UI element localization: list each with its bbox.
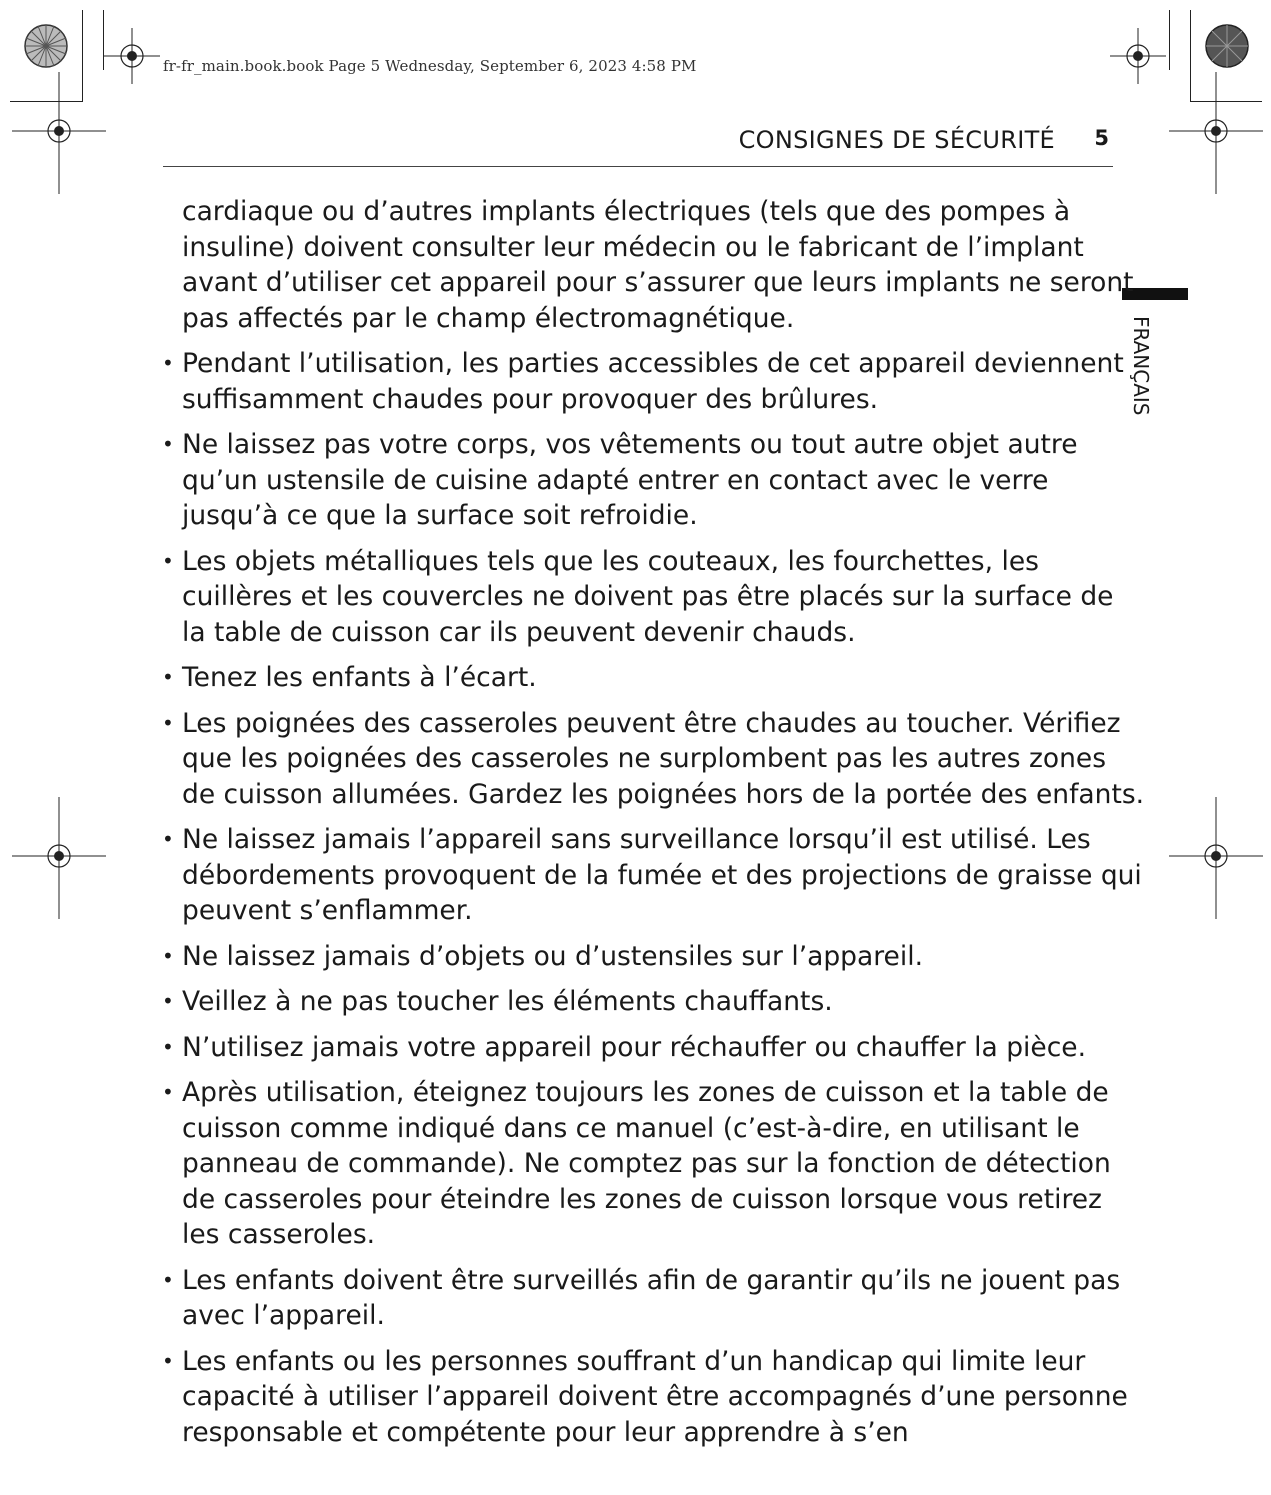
list-item: • Veillez à ne pas toucher les éléments chauffants.	[160, 984, 1145, 1020]
crosshair-mark-left-upper	[12, 72, 106, 194]
section-title: CONSIGNES DE SÉCURITÉ	[738, 126, 1055, 154]
crosshair-mark-right-upper	[1169, 72, 1263, 194]
list-item: • N’utilisez jamais votre appareil pour réchauffer ou chauffer la pièce.	[160, 1030, 1145, 1066]
print-slug: fr-fr_main.book.book Page 5 Wednesday, September 6, 2023 4:58 PM	[163, 57, 697, 75]
registration-mark-sunburst-top-right	[1203, 22, 1251, 70]
language-tab-label: FRANÇAIS	[1129, 316, 1153, 416]
list-item: • Ne laissez jamais l’appareil sans surveillance lorsqu’il est utilisé. Les débordements provoquent de la fumée et des projections de graisse qui peuvent s’enflammer.	[160, 822, 1145, 929]
safety-instructions	[160, 194, 1145, 1460]
list-item: • Les objets métalliques tels que les couteaux, les fourchettes, les cuillères et les couvercles ne doivent pas être placés sur la surface de la table de cuisson car ils peuvent devenir chauds.	[160, 544, 1145, 651]
crosshair-mark-right-middle	[1169, 797, 1263, 919]
list-item: • Ne laissez jamais d’objets ou d’ustensiles sur l’appareil.	[160, 939, 1145, 975]
crosshair-mark-left-middle	[12, 797, 106, 919]
crosshair-mark-top-right	[1110, 28, 1166, 84]
bullet-list	[160, 346, 1145, 1450]
list-item: • Les poignées des casseroles peuvent être chaudes au toucher. Vérifiez que les poignées des casseroles ne surplombent pas les autres zones de cuisson allumées. Gardez les poignées hors de la portée des enfants.	[160, 706, 1145, 813]
list-item: • Tenez les enfants à l’écart.	[160, 660, 1145, 696]
list-item: • Les enfants doivent être surveillés afin de garantir qu’ils ne jouent pas avec l’appareil.	[160, 1263, 1145, 1334]
continued-paragraph: cardiaque ou d’autres implants électriques (tels que des pompes à insuline) doivent consulter leur médecin ou le fabricant de l’implant avant d’utiliser cet appareil pour s’assurer que leurs implants ne seront pas affectés par le champ électromagnétique.	[182, 196, 1134, 334]
running-header	[163, 126, 1113, 167]
list-item: • Après utilisation, éteignez toujours les zones de cuisson et la table de cuisson comme indiqué dans ce manuel (c’est-à-dire, en utilisant le panneau de commande). Ne comptez pas sur la fonction de détection de casseroles pour éteindre les zones de cuisson lorsque vous retirez les casseroles.	[160, 1075, 1145, 1253]
list-item: • Ne laissez pas votre corps, vos vêtements ou tout autre objet autre qu’un ustensile de cuisine adapté entrer en contact avec le verre jusqu’à ce que la surface soit refroidie.	[160, 427, 1145, 534]
list-item: • Les enfants ou les personnes souffrant d’un handicap qui limite leur capacité à utiliser l’appareil doivent être accompagnés d’une personne responsable et compétente pour leur apprendre à s’en	[160, 1344, 1145, 1451]
registration-mark-sunburst-top-left	[22, 22, 70, 70]
page-number: 5	[1094, 126, 1109, 150]
crosshair-mark-top-left	[104, 28, 160, 84]
list-item: • Pendant l’utilisation, les parties accessibles de cet appareil deviennent suffisamment chaudes pour provoquer des brûlures.	[160, 346, 1145, 417]
crop-line	[1169, 10, 1170, 70]
